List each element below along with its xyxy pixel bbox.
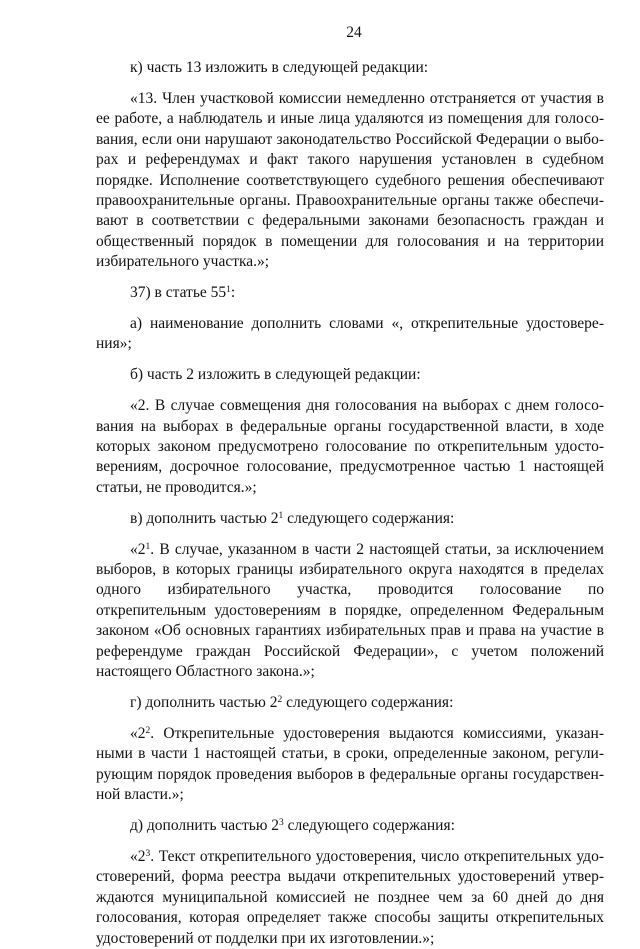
paragraph: «13. Член участковой комиссии немедленно отстраняется от участия в ее работе, а наблюдатель и иные лица удаляются из помещения для голосования, если они нарушают законодательство Российской Федерации о выборах и референдумах и факт такого нарушения установлен в судебном порядке. Исполнение соответствующего судебного решения обеспечивают правоохранительные органы. Правоохранительные органы также обеспечивают в соответствии с федеральными законами безопасность граждан и общественный порядок в помещении для голосования и на территории избирательного участка.»; xyxy=(96,89,604,271)
page-number: 24 xyxy=(346,24,362,41)
paragraph: к) часть 13 изложить в следующей редакции: xyxy=(130,59,429,76)
paragraph: 37) в статье $55^1$: xyxy=(130,284,236,302)
paragraph: б) часть 2 изложить в следующей редакции: xyxy=(130,366,421,384)
paragraph: г) дополнить частью $2^2$ следующего содержания: xyxy=(130,693,454,711)
paragraph: «2. В случае совмещения дня голосования на выборах с днем голосования на выборах в федеральные органы государственной власти, в ходе которых законом предусмотрено голосование по открепительным удостоверениям, досрочное голосование, предусмотренное частью 1 настоящей статьи, не проводится.»; xyxy=(96,397,604,496)
paragraph: в) дополнить частью $2^1$ следующего содержания: xyxy=(130,509,455,527)
paragraph: а) наименование дополнить словами «, открепительные удостоверения»; xyxy=(96,314,604,353)
paragraph: «$2^2$. Открепительные удостоверения выдаются комиссиями, указанными в части 1 настоящей статьи, в сроки, определенные законом, регулирующим порядок проведения выборов в федеральные органы государственной власти.»; xyxy=(96,724,604,804)
paragraph: д) дополнить частью $2^3$ следующего содержания: xyxy=(130,817,455,834)
document-body xyxy=(96,58,604,949)
paragraph: «$2^1$. В случае, указанном в части 2 настоящей статьи, за исключением выборов, в которых границы избирательного округа находятся в пределах одного избирательного участка, проводится голосование по открепительным удостоверениям в порядке, определенном Федеральным законом «Об основных гарантиях избирательных прав и права на участие в референдуме граждан Российской Федерации», с учетом положений настоящего Областного закона.»; xyxy=(96,540,604,681)
paragraph: «$2^3$. Текст открепительного удостоверения, число открепительных удостоверений, форма реестра выдачи открепительных удостоверений утверждаются муниципальной комиссией не позднее чем за 60 дней до дня голосования, которая определяет также способы защиты открепительных удостоверений от подделки при их изготовлении.»; xyxy=(96,847,604,947)
